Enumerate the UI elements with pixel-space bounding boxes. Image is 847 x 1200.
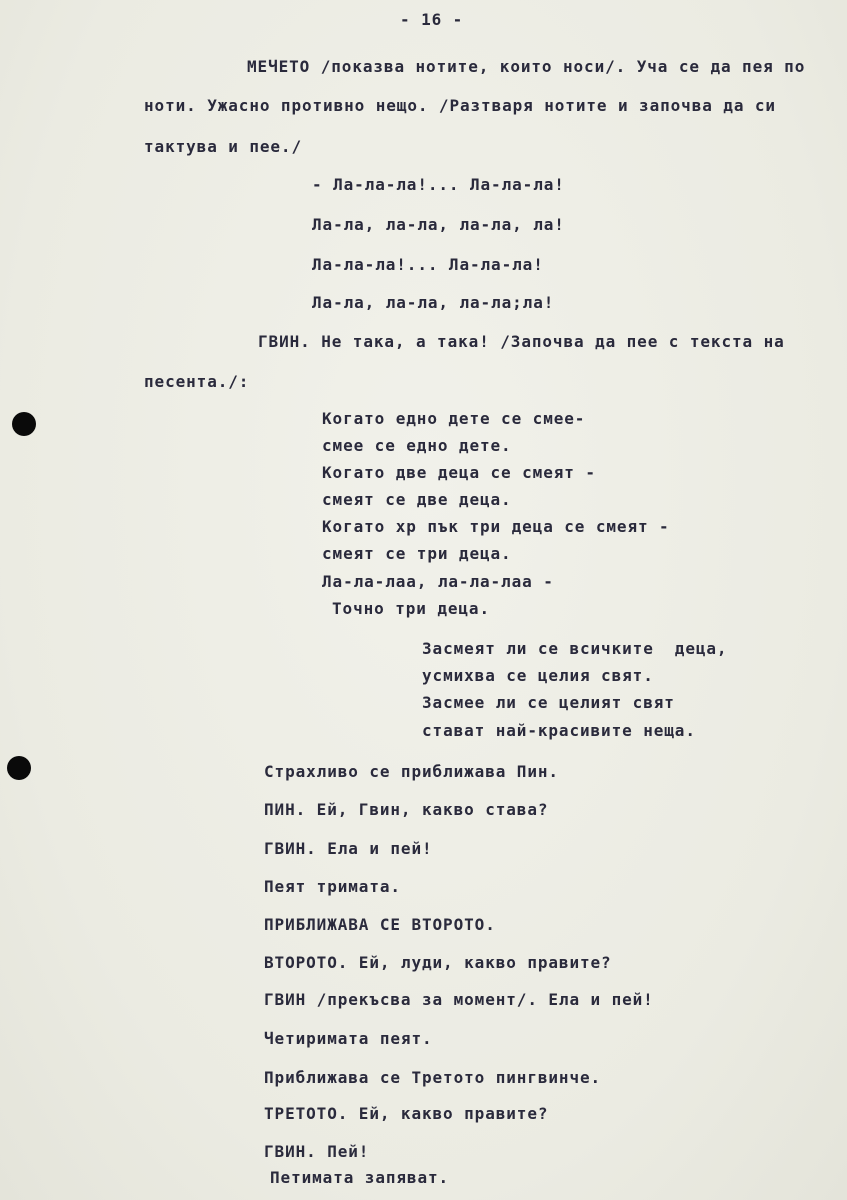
text-line: Страхливо се приближава Пин.: [264, 762, 559, 781]
lyric-line: смеят се две деца.: [322, 490, 512, 509]
song-line: Ла-ла, ла-ла, ла-ла;ла!: [312, 293, 555, 312]
refrain-line: Засмее ли се целият свят: [422, 693, 675, 712]
lyric-line: смеят се три деца.: [322, 544, 512, 563]
text-line: Пеят тримата.: [264, 877, 401, 896]
text-line: МЕЧЕТО /показва нотите, които носи/. Уча се да пея по: [247, 57, 806, 76]
text-line: ГВИН /прекъсва за момент/. Ела и пей!: [264, 990, 654, 1009]
text-line: тактува и пее./: [144, 137, 302, 156]
text-line: Приближава се Третото пингвинче.: [264, 1068, 602, 1087]
refrain-line: стават най-красивите неща.: [422, 721, 696, 740]
lyric-line: Когато хр пък три деца се смеят -: [322, 517, 670, 536]
text-line: ВТОРОТО. Ей, луди, какво правите?: [264, 953, 612, 972]
text-line: ТРЕТОТО. Ей, какво правите?: [264, 1104, 549, 1123]
song-line: Ла-ла-ла!... Ла-ла-ла!: [312, 255, 544, 274]
refrain-line: Засмеят ли се всичките деца,: [422, 639, 728, 658]
text-line: ноти. Ужасно противно нещо. /Разтваря нотите и започва да си: [144, 96, 776, 115]
refrain-line: усмихва се целия свят.: [422, 666, 654, 685]
text-line: ГВИН. Ела и пей!: [264, 839, 433, 858]
text-line: ГВИН. Не така, а така! /Започва да пее с текста на: [258, 332, 785, 351]
punch-hole-top: [12, 412, 36, 436]
punch-hole-bottom: [7, 756, 31, 780]
song-line: Ла-ла, ла-ла, ла-ла, ла!: [312, 215, 565, 234]
text-line: ПРИБЛИЖАВА СЕ ВТОРОТО.: [264, 915, 496, 934]
lyric-line: Когато две деца се смеят -: [322, 463, 596, 482]
lyric-line: Ла-ла-лаа, ла-ла-лаа -: [322, 572, 554, 591]
lyric-line: смее се едно дете.: [322, 436, 512, 455]
text-line: песента./:: [144, 372, 250, 391]
song-line: - Ла-ла-ла!... Ла-ла-ла!: [312, 175, 565, 194]
text-line: Петимата запяват.: [270, 1168, 450, 1187]
lyric-line: Когато едно дете се смее-: [322, 409, 586, 428]
page-number: - 16 -: [400, 10, 464, 29]
lyric-line: Точно три деца.: [332, 599, 490, 618]
text-line: ПИН. Ей, Гвин, какво става?: [264, 800, 549, 819]
text-line: ГВИН. Пей!: [264, 1142, 370, 1161]
text-line: Четиримата пеят.: [264, 1029, 433, 1048]
